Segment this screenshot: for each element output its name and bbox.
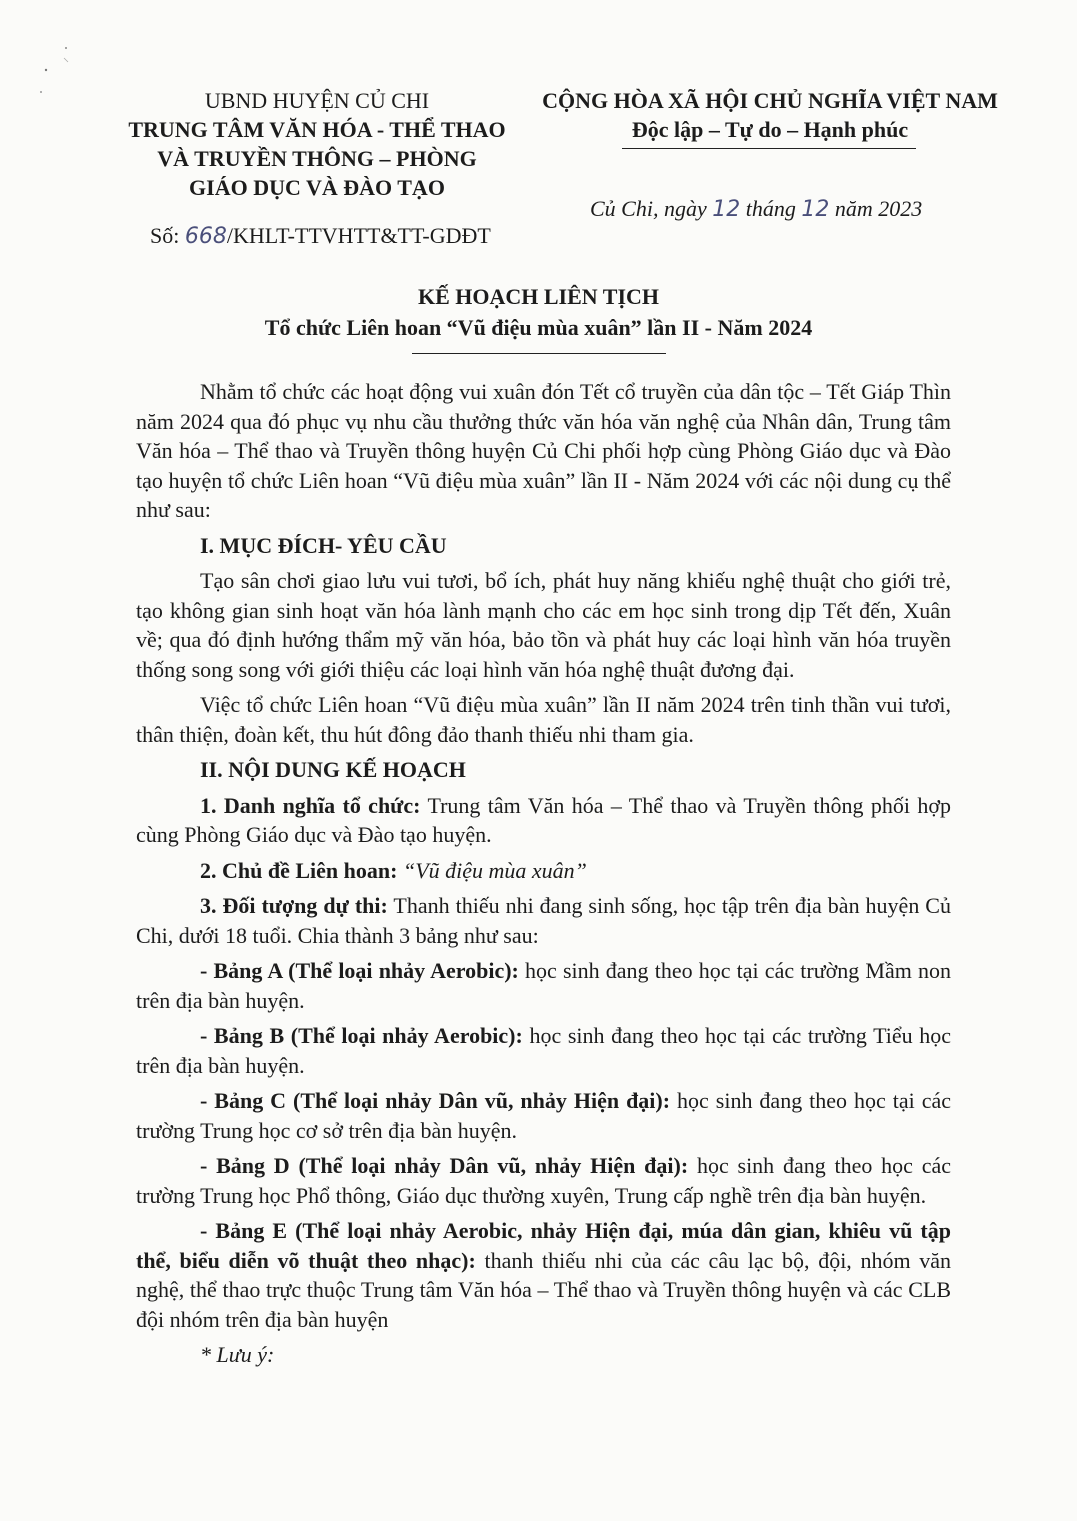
bang-b-label: - Bảng B (Thể loại nhảy Aerobic): bbox=[200, 1023, 523, 1048]
handwritten-day: 12 bbox=[712, 197, 741, 222]
issuer-district: UBND HUYỆN CỦ CHI bbox=[204, 88, 430, 113]
bang-b bbox=[136, 1021, 951, 1080]
bang-c-label: - Bảng C (Thể loại nhảy Dân vũ, nhảy Hiện đại): bbox=[200, 1088, 671, 1113]
handwritten-number: 668 bbox=[184, 224, 227, 249]
section-1-paragraph-2: Việc tổ chức Liên hoan “Vũ điệu mùa xuân” lần II năm 2024 trên tinh thần vui tươi, thân thiện, đoàn kết, thu hút đông đảo thanh thiếu nhi tham gia. bbox=[136, 692, 951, 747]
country-name: CỘNG HÒA XÃ HỘI CHỦ NGHĨA VIỆT NAM bbox=[542, 88, 998, 113]
bang-a-text: học sinh đang theo học tại các trường Mầm non trên địa bàn huyện. bbox=[136, 958, 951, 1013]
bang-b-text: học sinh đang theo học tại các trường Tiểu học trên địa bàn huyện. bbox=[136, 1023, 951, 1078]
document-subtitle: Tổ chức Liên hoan “Vũ điệu mùa xuân” lần II - Năm 2024 bbox=[264, 315, 813, 340]
issuer-name-line2: VÀ TRUYỀN THÔNG – PHÒNG bbox=[157, 146, 477, 171]
item-2-text: “Vũ điệu mùa xuân” bbox=[397, 857, 587, 883]
item-3-text: Thanh thiếu nhi đang sinh sống, học tập trên địa bàn huyện Củ Chi, dưới 18 tuổi. Chia thành 3 bảng như sau: bbox=[136, 893, 951, 948]
handwritten-month: 12 bbox=[801, 197, 830, 222]
item-1 bbox=[136, 791, 951, 850]
intro-paragraph: Nhằm tổ chức các hoạt động vui xuân đón Tết cổ truyền của dân tộc – Tết Giáp Thìn năm 2024 qua đó phục vụ nhu cầu thưởng thức văn hóa văn nghệ của Nhân dân, Trung tâm Văn hóa – Thể thao và Truyền thông huyện Củ Chi phối hợp cùng Phòng Giáo dục và Đào tạo huyện tổ chức Liên hoan “Vũ điệu mùa xuân” lần II - Năm 2024 với các nội dung cụ thể như sau: bbox=[136, 379, 951, 522]
section-2-heading: II. NỘI DUNG KẾ HOẠCH bbox=[200, 757, 466, 782]
note-label: * Lưu ý: bbox=[200, 1342, 275, 1367]
item-2 bbox=[136, 856, 951, 886]
number-prefix: Số: bbox=[150, 223, 180, 248]
bang-e bbox=[136, 1216, 951, 1334]
document-title: KẾ HOẠCH LIÊN TỊCH bbox=[417, 284, 660, 309]
bang-a-label: - Bảng A (Thể loại nhảy Aerobic): bbox=[200, 958, 519, 983]
issuer-name-line3: GIÁO DỤC VÀ ĐÀO TẠO bbox=[189, 175, 445, 200]
item-3-label: 3. Đối tượng dự thi: bbox=[200, 893, 388, 918]
bang-c bbox=[136, 1086, 951, 1145]
date-place: Củ Chi, ngày bbox=[590, 196, 707, 221]
date-month-label: tháng bbox=[745, 196, 796, 221]
issuer-block bbox=[112, 86, 522, 202]
scan-specks bbox=[36, 40, 86, 100]
section-1-paragraph-1: Tạo sân chơi giao lưu vui tươi, bổ ích, phát huy năng khiếu nghệ thuật cho giới trẻ, tạo không gian sinh hoạt văn hóa lành mạnh cho các em học sinh trong dịp Tết đến, Xuân về; qua đó định hướng thẩm mỹ văn hóa, bảo tồn và phát huy các loại hình văn hóa truyền thống song song với giới thiệu các loại hình văn hóa nghệ thuật đương đại. bbox=[136, 568, 951, 682]
number-suffix: /KHLT-TTVHTT&TT-GDĐT bbox=[226, 223, 491, 248]
document-body bbox=[136, 377, 951, 1376]
bang-c-text: học sinh đang theo học tại các trường Trung học cơ sở trên địa bàn huyện. bbox=[136, 1088, 951, 1143]
bang-e-text: thanh thiếu nhi của các câu lạc bộ, đội, nhóm văn nghệ, thể thao trực thuộc Trung tâm Văn hóa – Thể thao và Truyền thông huyện và các CLB đội nhóm trên địa bàn huyện bbox=[136, 1247, 952, 1332]
bang-d-text: học sinh đang theo học các trường Trung học Phổ thông, Giáo dục thường xuyên, Trung cấp nghề trên địa bàn huyện. bbox=[136, 1153, 952, 1208]
title-underline bbox=[412, 353, 666, 354]
issuer-name-line1: TRUNG TÂM VĂN HÓA - THỂ THAO bbox=[128, 117, 506, 142]
bang-e-label: - Bảng E (Thể loại nhảy Aerobic, nhảy Hiện đại, múa dân gian, khiêu vũ tập thể, biểu diễn võ thuật theo nhạc): bbox=[136, 1218, 951, 1273]
national-motto-block bbox=[525, 86, 1015, 144]
issue-date bbox=[590, 196, 922, 222]
bang-a bbox=[136, 956, 951, 1015]
motto: Độc lập – Tự do – Hạnh phúc bbox=[631, 117, 909, 142]
item-3 bbox=[136, 891, 951, 950]
item-1-text: Trung tâm Văn hóa – Thể thao và Truyền thông phối hợp cùng Phòng Giáo dục và Đào tạo huyện. bbox=[136, 792, 951, 847]
bang-d-label: - Bảng D (Thể loại nhảy Dân vũ, nhảy Hiện đại): bbox=[200, 1153, 689, 1178]
item-2-label: 2. Chủ đề Liên hoan: bbox=[200, 857, 398, 883]
date-year: năm 2023 bbox=[834, 196, 923, 221]
item-1-label: 1. Danh nghĩa tổ chức: bbox=[200, 792, 421, 818]
motto-underline bbox=[622, 148, 916, 149]
bang-d bbox=[136, 1151, 951, 1210]
section-1-heading: I. MỤC ĐÍCH- YÊU CẦU bbox=[200, 532, 447, 558]
document-number bbox=[150, 223, 491, 249]
